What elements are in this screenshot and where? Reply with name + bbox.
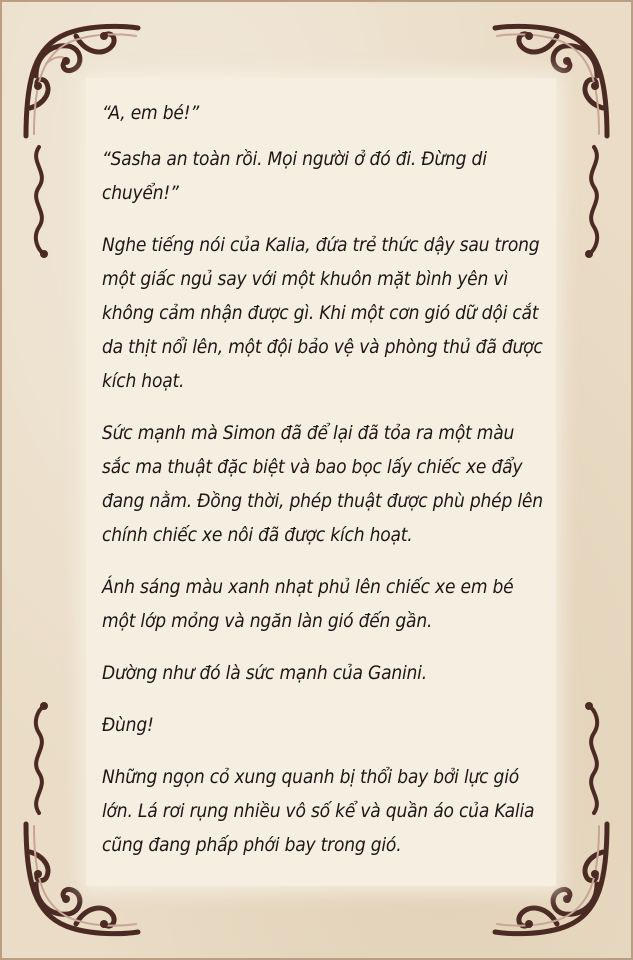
paragraph: Dường như đó là sức mạnh của Ganini.: [102, 662, 427, 684]
paragraph: Đùng!: [102, 714, 154, 736]
side-scroll-ornament-right-bottom: [579, 698, 609, 818]
side-scroll-ornament-left-bottom: [24, 698, 54, 818]
paragraph: Nghe tiếng nói của Kalia, đứa trẻ thức dậy sau trong một giấc ngủ say với một khuôn mặt bình yên vì không cảm nhận được gì. Khi một cơn gió dữ dội cắt da thịt nổi lên, một đội bảo vệ và phòng thủ đã được kích hoạt.: [102, 234, 543, 392]
paragraph: Những ngọn cỏ xung quanh bị thổi bay bởi lực gió lớn. Lá rơi rụng nhiều vô số kể và quần áo của Kalia cũng đang phấp phới bay trong gió.: [102, 766, 535, 856]
side-scroll-ornament-left-top: [24, 142, 54, 262]
paragraph: Ánh sáng màu xanh nhạt phủ lên chiếc xe em bé một lớp mỏng và ngăn làn gió đến gần.: [102, 576, 514, 632]
paragraph: “Sasha an toàn rồi. Mọi người ở đó đi. Đừng di chuyển!”: [102, 148, 487, 204]
story-text: [102, 96, 547, 880]
side-scroll-ornament-right-top: [579, 142, 609, 262]
paragraph: Sức mạnh mà Simon đã để lại đã tỏa ra một màu sắc ma thuật đặc biệt và bao bọc lấy chiếc xe đẩy đang nằm. Đồng thời, phép thuật được phù phép lên chính chiếc xe nôi đã được kích hoạt.: [102, 422, 543, 546]
paragraph: “A, em bé!”: [102, 102, 199, 124]
